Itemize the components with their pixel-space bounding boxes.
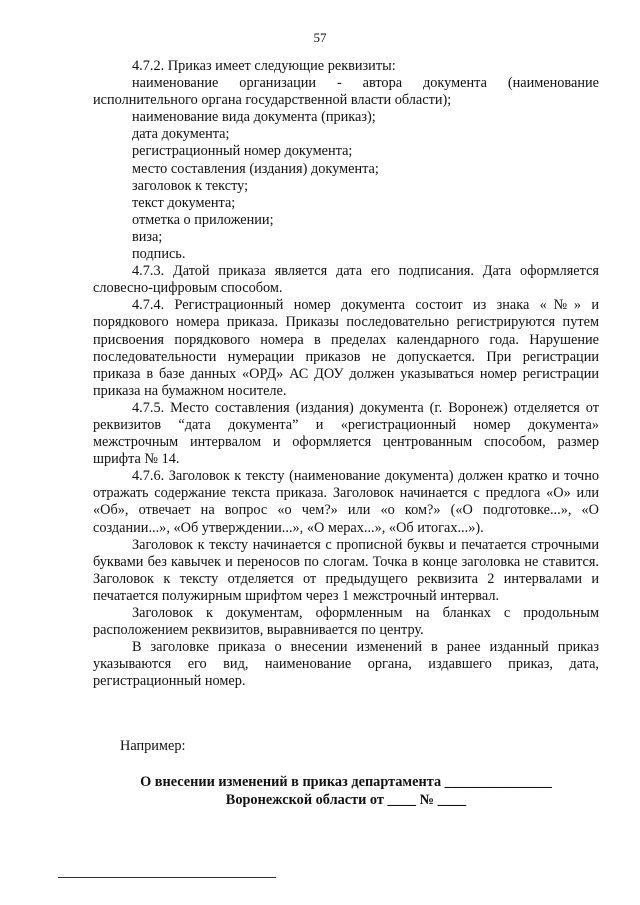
requisite-list-item: место составления (издания) документа;: [132, 160, 379, 177]
example-heading-line-2: Воронежской области от ____ № ____: [225, 792, 467, 808]
paragraph-4-7-2: 4.7.2. Приказ имеет следующие реквизиты:: [132, 58, 396, 74]
page-number: 57: [313, 30, 327, 45]
paragraph-heading-style: Заголовок к тексту начинается с прописной буквы и печатается строчными буквами без кавычек и переносов по слогам. Точка в конце заголовка не ставится. Заголовок к тексту отделяется от предыдущего реквизита 2 интервалами и печатается полужирным шрифтом через 1 межстрочный интервал.: [93, 536, 599, 604]
requisite-list-item: наименование вида документа (приказ);: [132, 109, 376, 126]
example-heading: [93, 773, 599, 809]
example-label: Например:: [120, 738, 186, 754]
example-heading-line-1: О внесении изменений в приказ департамента _______________: [140, 774, 552, 790]
requisite-list-item: заголовок к тексту;: [132, 177, 249, 194]
requisite-list-item: отметка о приложении;: [132, 211, 274, 228]
requisite-organization: наименование организации - автора документа (наименование исполнительного органа государственной власти области);: [93, 75, 599, 109]
requisite-list-item: регистрационный номер документа;: [132, 143, 353, 160]
paragraph-amendment-heading: В заголовке приказа о внесении изменений в ранее изданный приказ указываются его вид, наименование органа, издавшего приказ, дата, регистрационный номер.: [93, 639, 599, 690]
requisite-list-item: дата документа;: [132, 126, 230, 143]
requisite-list-item: подпись.: [132, 246, 186, 263]
requisite-list-item: виза;: [132, 228, 163, 245]
paragraph-heading-alignment: Заголовок к документам, оформленным на бланках с продольным расположением реквизитов, выравнивается по центру.: [93, 605, 599, 639]
paragraph-4-7-5: 4.7.5. Место составления (издания) документа (г. Воронеж) отделяется от реквизитов “дата документа” и «регистрационный номер документа» межстрочным интервалом и оформляется центрованным способом, размер шрифта № 14.: [93, 399, 599, 468]
requisite-list-item: текст документа;: [132, 194, 236, 211]
footnote-divider: [58, 877, 276, 878]
paragraph-4-7-4: 4.7.4. Регистрационный номер документа состоит из знака «№» и порядкового номера приказа. Приказы последовательно регистрируются путем присвоения порядкового номера в пределах календарного года. Нарушение последовательности нумерации приказов не допускается. При регистрации приказа в базе данных «ОРД» АС ДОУ должен указываться номер регистрации приказа на бумажном носителе.: [93, 297, 599, 399]
paragraph-4-7-3: 4.7.3. Датой приказа является дата его подписания. Дата оформляется словесно-цифровым способом.: [93, 263, 599, 297]
paragraph-4-7-6: 4.7.6. Заголовок к тексту (наименование документа) должен кратко и точно отражать содержание текста приказа. Заголовок начинается с предлога «О» или «Об», отвечает на вопрос «о чем?» или «о ком?» («О подготовке...», «О создании...», «Об утверждении...», «О мерах...», «Об итогах...»).: [93, 468, 599, 536]
document-body: [93, 58, 599, 690]
